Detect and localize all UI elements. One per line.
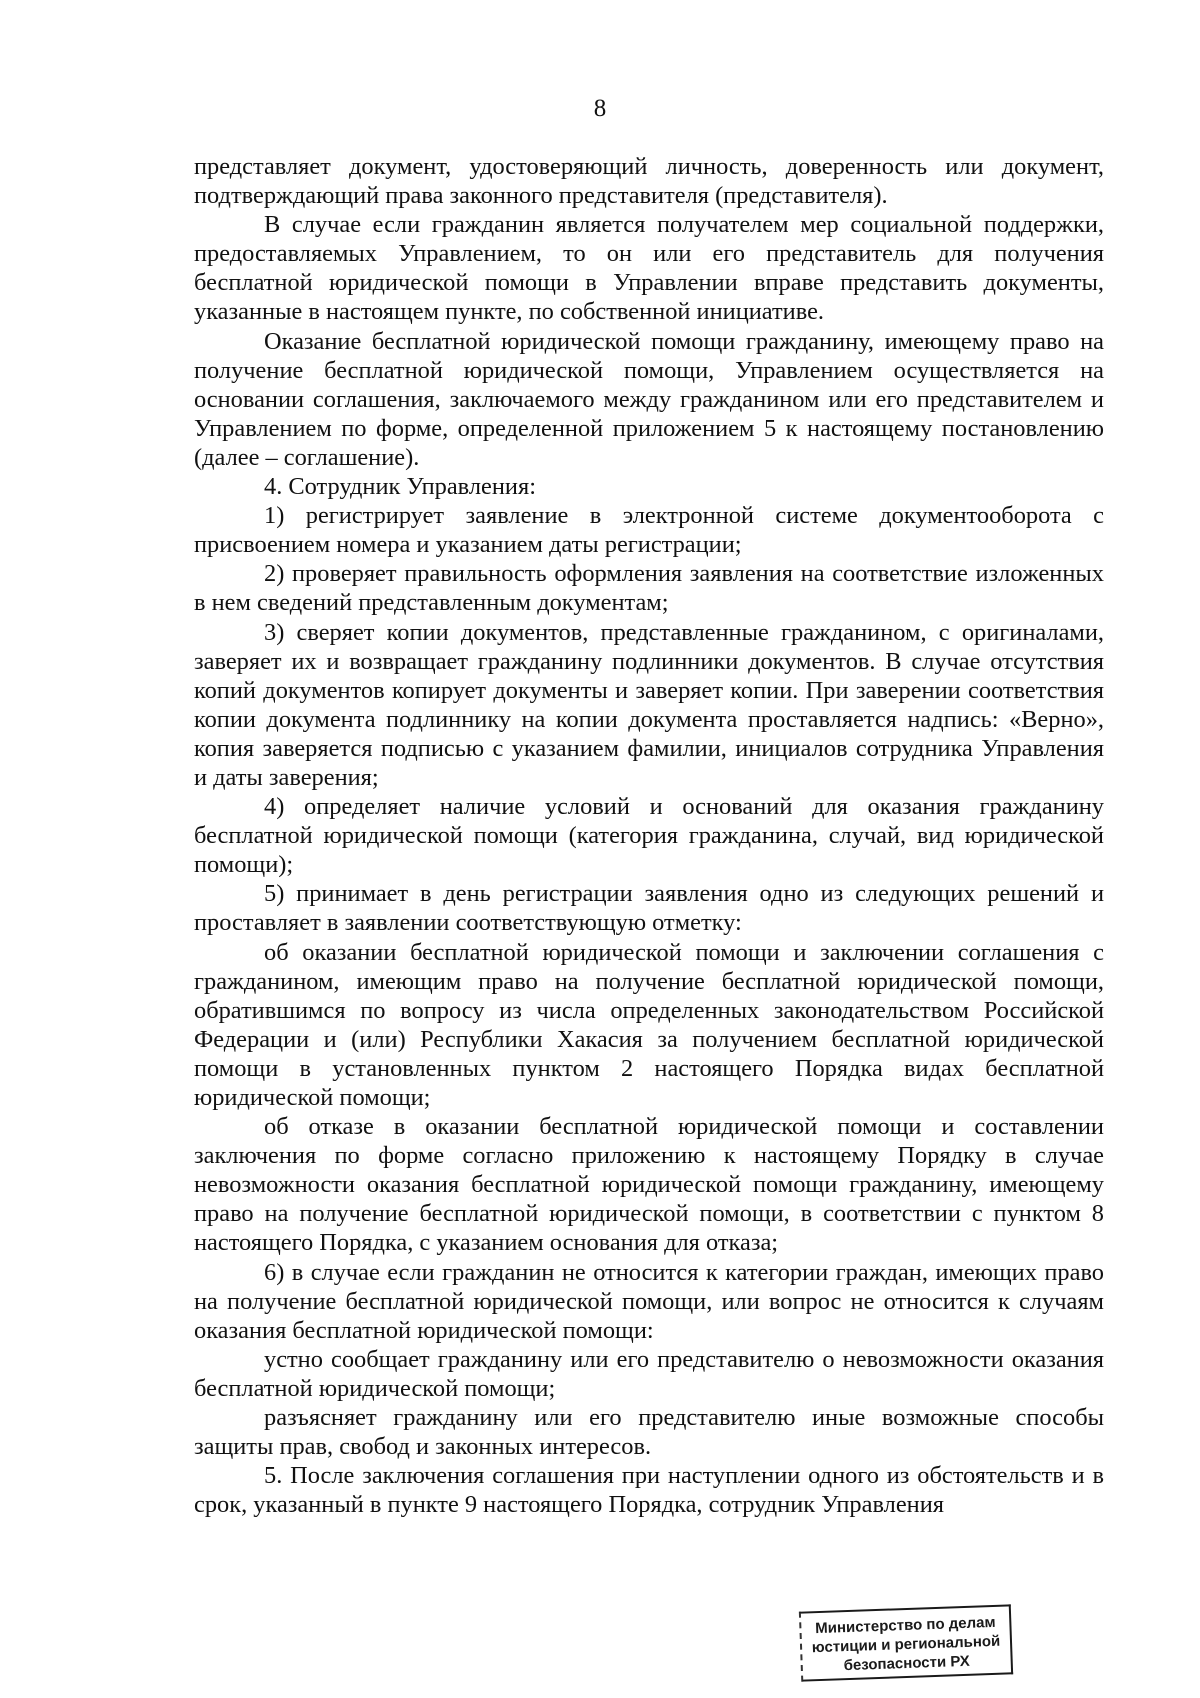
paragraph: 5) принимает в день регистрации заявления одно из следующих решений и проставляет в заявлении соответствующую отметку: (194, 880, 1104, 937)
paragraph: 1) регистрирует заявление в электронной системе документооборота с присвоением номера и указанием даты регистрации; (194, 502, 1104, 559)
paragraph: 6) в случае если гражданин не относится к категории граждан, имеющих право на получение бесплатной юридической помощи, или вопрос не относится к случаям оказания бесплатной юридической помощи: (194, 1258, 1104, 1344)
paragraph: 4) определяет наличие условий и оснований для оказания гражданину бесплатной юридической помощи (категория гражданина, случай, вид юридической помощи); (194, 793, 1104, 879)
paragraph: 2) проверяет правильность оформления заявления на соответствие изложенных в нем сведений представленным документам; (194, 560, 1104, 617)
stamp-line: юстиции и региональной (811, 1632, 1001, 1657)
paragraph: об оказании бесплатной юридической помощи и заключении соглашения с гражданином, имеющим право на получение бесплатной юридической помощи, обратившимся по вопросу из числа определенных законодательством Российской Федерации и (или) Республики Хакасия за получением бесплатной юридической помощи в установленных пунктом 2 настоящего Порядка видах бесплатной юридической помощи; (194, 938, 1104, 1111)
paragraph: 5. После заключения соглашения при наступлении одного из обстоятельств и в срок, указанный в пункте 9 настоящего Порядка, сотрудник Управления (194, 1462, 1104, 1519)
document-body (194, 152, 1104, 1519)
stamp-line: безопасности РХ (843, 1652, 971, 1675)
paragraph: об отказе в оказании бесплатной юридической помощи и составлении заключения по форме согласно приложению к настоящему Порядку в случае невозможности оказания бесплатной юридической помощи гражданину, имеющему право на получение бесплатной юридической помощи, в соответствии с пунктом 8 настоящего Порядка, с указанием основания для отказа; (194, 1113, 1104, 1257)
paragraph: Оказание бесплатной юридической помощи гражданину, имеющему право на получение бесплатной юридической помощи, Управлением осуществляется на основании соглашения, заключаемого между гражданином или его представителем и Управлением по форме, определенной приложением 5 к настоящему постановлению (далее – соглашение). (194, 327, 1104, 471)
page-number: 8 (593, 95, 607, 122)
ministry-stamp (799, 1604, 1013, 1681)
paragraph: 4. Сотрудник Управления: (264, 473, 536, 501)
paragraph: представляет документ, удостоверяющий личность, доверенность или документ, подтверждающий права законного представителя (представителя). (194, 153, 1104, 210)
paragraph: 3) сверяет копии документов, представленные гражданином, с оригиналами, заверяет их и возвращает гражданину подлинники документов. В случае отсутствия копий документов копирует документы и заверяет копии. При заверении соответствия копии документа подлиннику на копии документа проставляется надпись: «Верно», копия заверяется подписью с указанием фамилии, инициалов сотрудника Управления и даты заверения; (194, 618, 1104, 791)
paragraph: разъясняет гражданину или его представителю иные возможные способы защиты прав, свобод и законных интересов. (194, 1404, 1104, 1461)
stamp-line: Министерство по делам (814, 1613, 996, 1638)
paragraph: В случае если гражданин является получателем мер социальной поддержки, предоставляемых Управлением, то он или его представитель для получения бесплатной юридической помощи в Управлении вправе представить документы, указанные в настоящем пункте, по собственной инициативе. (194, 211, 1104, 326)
paragraph: устно сообщает гражданину или его представителю о невозможности оказания бесплатной юридической помощи; (194, 1345, 1104, 1402)
